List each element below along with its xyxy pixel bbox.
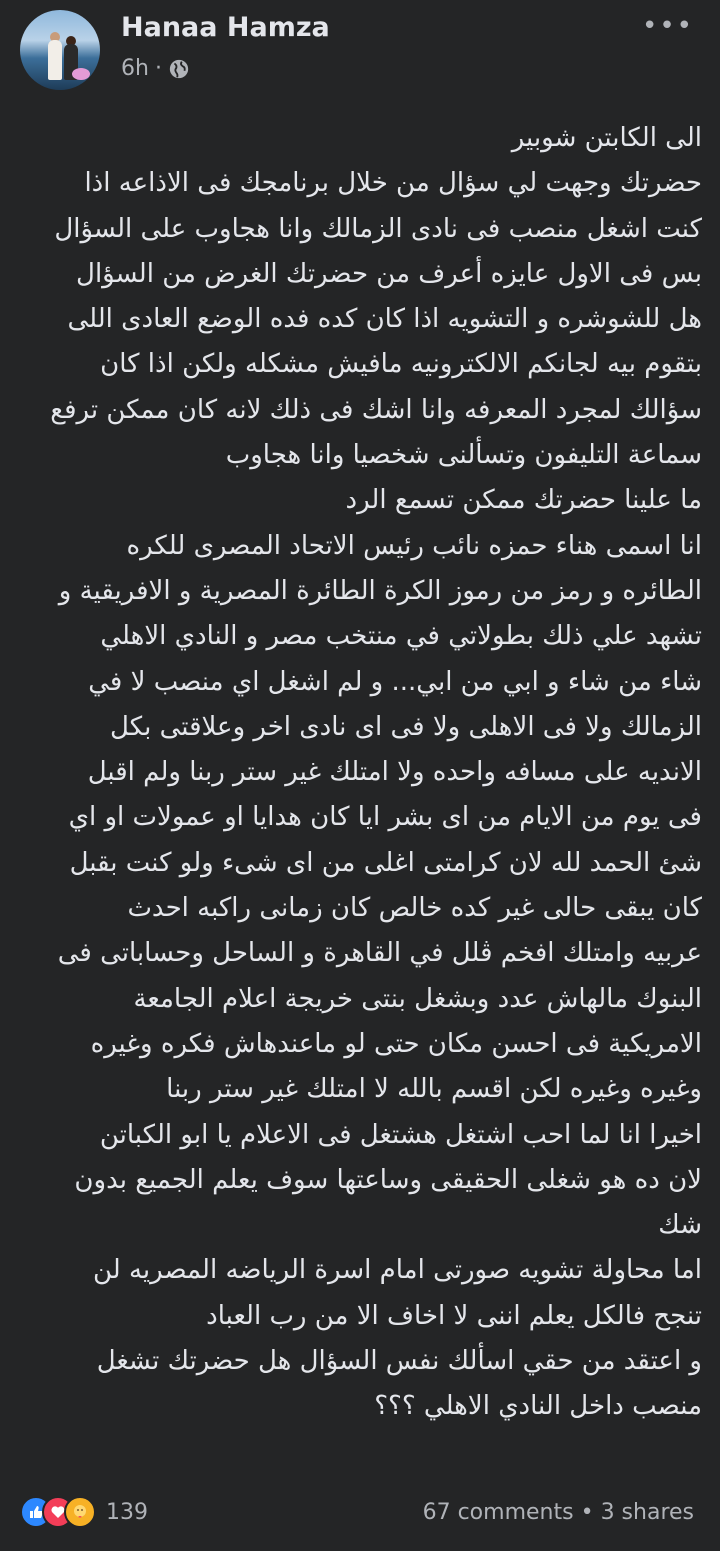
post-line: الطائره و رمز من رموز الكرة الطائرة المصرية و الافريقية و <box>58 575 702 606</box>
reaction-count: 139 <box>106 1499 148 1525</box>
post-line: منصب داخل النادي الاهلي ؟؟؟ <box>374 1391 702 1422</box>
post-line: الى الكابتن شوبير <box>511 123 702 153</box>
post-line: اما محاولة تشويه صورتى امام اسرة الرياضه المصريه لن <box>92 1255 702 1286</box>
post-line: وغيره وغيره لكن اقسم بالله لا امتلك غير ستر ربنا <box>166 1074 702 1105</box>
comments-count[interactable]: 67 comments <box>422 1500 574 1525</box>
reactions-summary[interactable] <box>20 1494 148 1530</box>
post-line: الانديه على مسافه واحده ولا امتلك غير ستر ربنا ولم اقبل <box>87 757 702 788</box>
post-line: كان يبقى حالى غير كده خالص كان زمانى راكبه احدث <box>127 893 702 924</box>
post-stats <box>423 1500 694 1525</box>
post-line: لان ده هو شغلى الحقيقى وساعتها سوف يعلم الجميع بدون <box>74 1164 702 1195</box>
avatar-flowers <box>72 68 90 80</box>
globe-icon[interactable] <box>168 58 190 80</box>
post-line: تنجح فالكل يعلم اننى لا اخاف الا من رب العباد <box>206 1300 702 1331</box>
post-line: هل للشوشره و التشويه اذا كان كده فده الوضع العادى اللى <box>67 304 702 335</box>
post-line: و اعتقد من حقي اسألك نفس السؤال هل حضرتك تشغل <box>96 1346 702 1377</box>
post-line: اخيرا انا لما احب اشتغل هشتغل فى الاعلام يا ابو الكباتن <box>99 1119 702 1150</box>
post-line: الزمالك ولا فى الاهلى ولا فى اى نادى اخر وعلاقتى بكل <box>110 711 702 742</box>
meta-separator: · <box>154 56 162 81</box>
avatar[interactable] <box>20 10 100 90</box>
post-line: كنت اشغل منصب فى نادى الزمالك وانا هجاوب على السؤال <box>54 213 702 244</box>
more-options-icon[interactable]: ••• <box>641 11 694 41</box>
post-line: الامريكية فى احسن مكان حتى لو ماعندهاش فكره وغيره <box>90 1028 702 1059</box>
post-line: تشهد علي ذلك بطولاتي في منتخب مصر و النادي الاهلي <box>100 621 702 652</box>
post-line: حضرتك وجهت لي سؤال من خلال برنامجك فى الاذاعه اذا <box>84 168 702 199</box>
avatar-person-1 <box>48 40 62 80</box>
post-line: شئ الحمد لله لان كرامتى اغلى من اى شىء ولو كنت بقبل <box>69 847 702 878</box>
post-line: بتقوم بيه لجانكم الالكترونيه مافيش مشكله ولكن اذا كان <box>100 349 702 380</box>
post-footer <box>0 1486 720 1536</box>
post-line: سؤالك لمجرد المعرفه وانا اشك فى ذلك لانه كان ممكن ترفع <box>50 394 702 425</box>
post-time[interactable]: 6h <box>121 56 149 81</box>
stats-separator: • <box>580 1500 594 1525</box>
post-line: انا اسمى هناء حمزه نائب رئيس الاتحاد المصرى للكره <box>126 530 702 561</box>
post-text <box>30 116 702 1430</box>
shares-count[interactable]: 3 shares <box>600 1500 694 1525</box>
post-line: شاء من شاء و ابي من ابي... و لم اشغل اي منصب لا في <box>88 666 702 697</box>
post-line: البنوك مالهاش عدد وبشغل بنتى خريجة اعلام الجامعة <box>133 983 702 1014</box>
post-line: فى يوم من الايام من اى بشر ايا كان هدايا او عمولات او اي <box>68 802 702 833</box>
post-line: شك <box>658 1210 702 1241</box>
care-icon <box>64 1496 96 1528</box>
post-line: بس فى الاول عايزه أعرف من حضرتك الغرض من السؤال <box>76 258 702 289</box>
post-meta <box>121 56 190 81</box>
post-header <box>0 0 720 100</box>
post-line: سماعة التليفون وتسألنى شخصيا وانا هجاوب <box>225 440 702 471</box>
post-line: ما علينا حضرتك ممكن تسمع الرد <box>345 485 702 516</box>
post-line: عربيه وامتلك افخم ڤلل في القاهرة و الساحل وحساباتى فى <box>57 938 702 969</box>
author-name[interactable]: Hanaa Hamza <box>121 12 330 43</box>
